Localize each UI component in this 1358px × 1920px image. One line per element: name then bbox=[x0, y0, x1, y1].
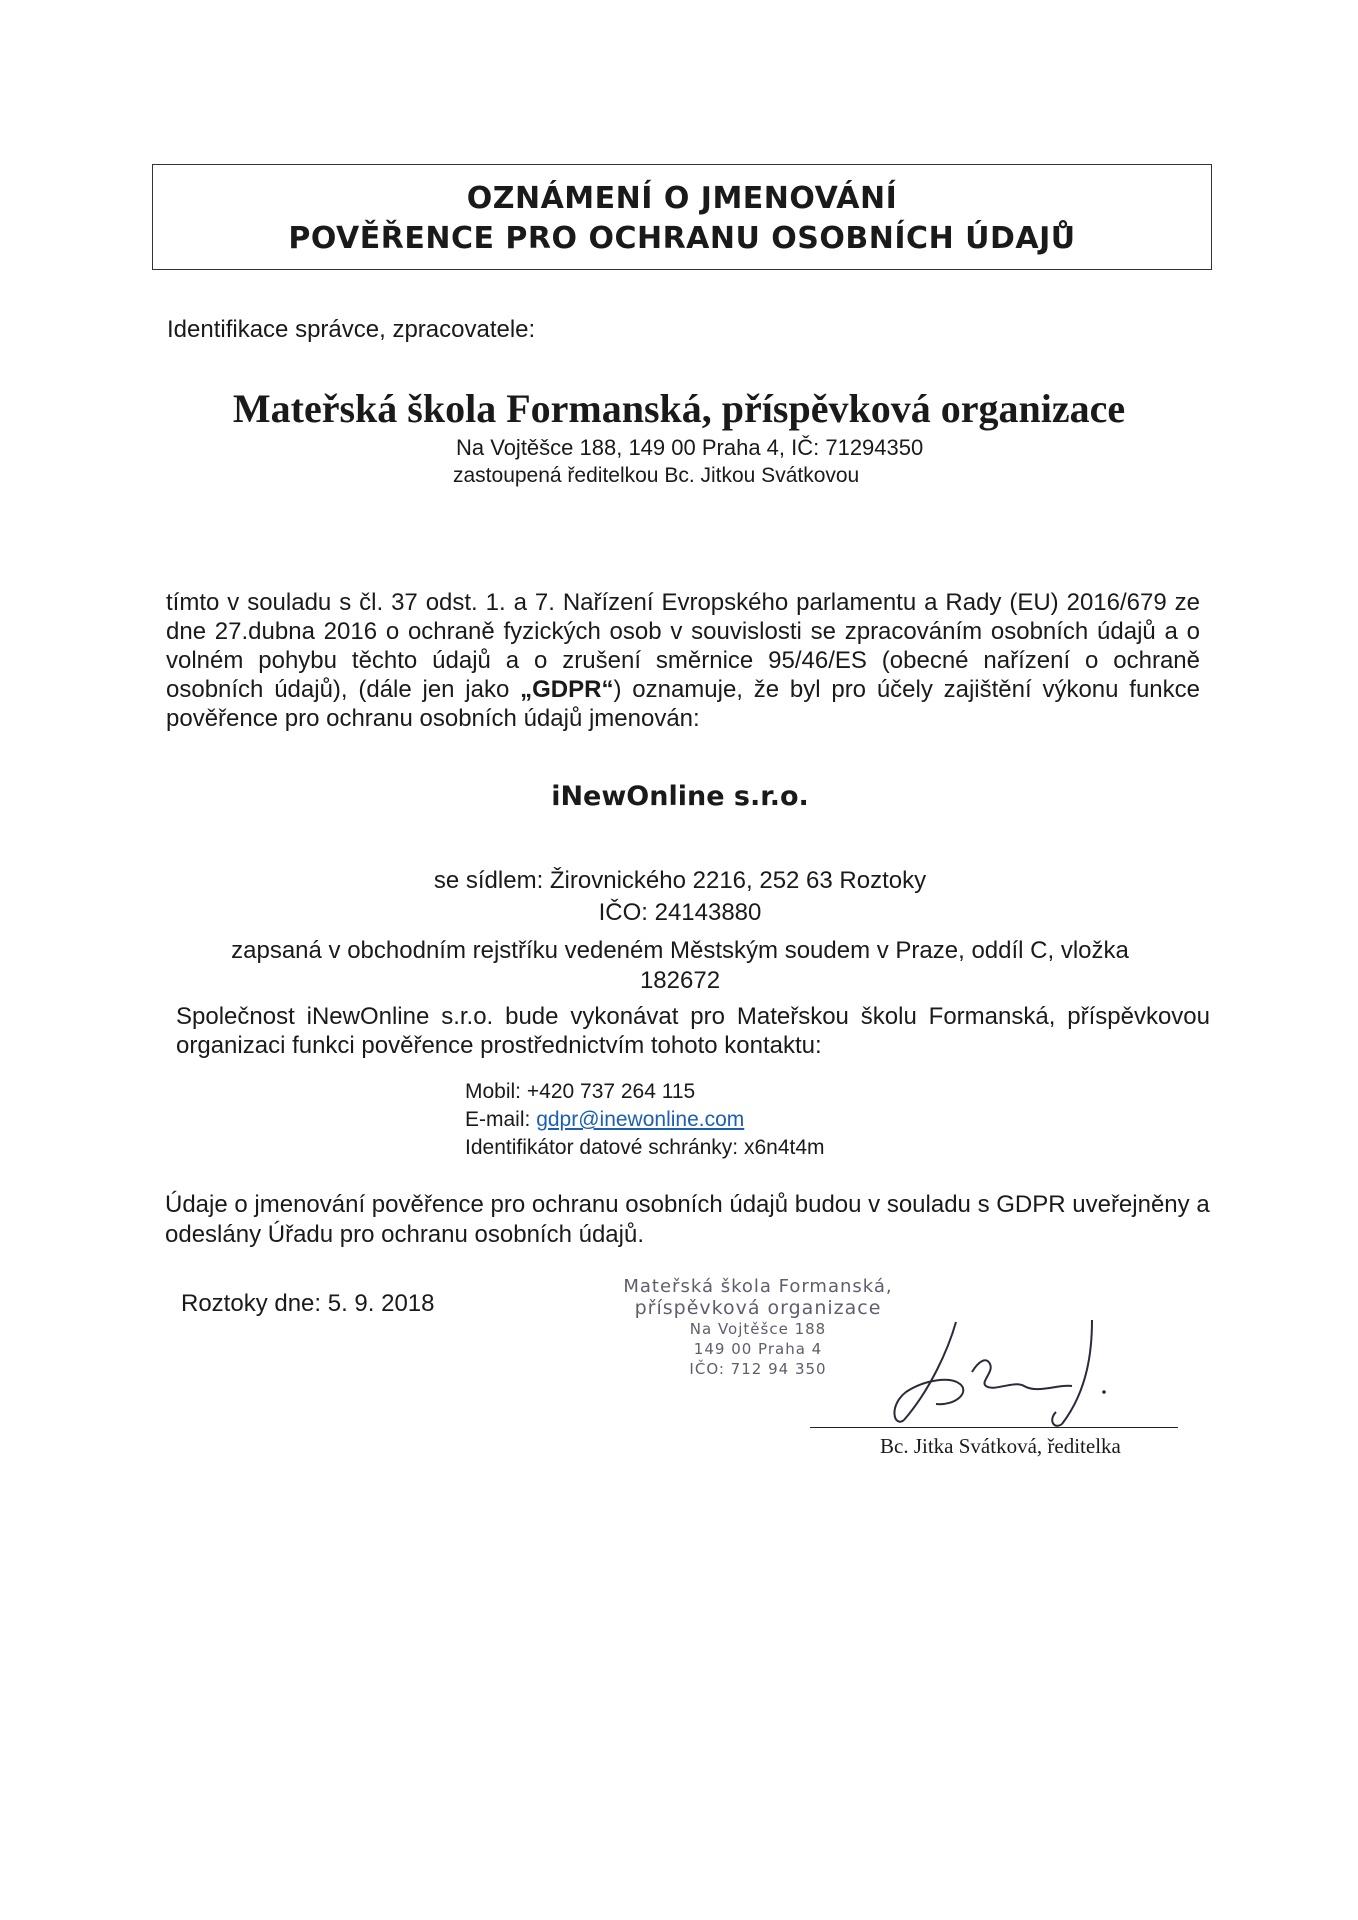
contact-block bbox=[465, 1078, 825, 1162]
databox-label: Identifikátor datové schránky: bbox=[465, 1136, 739, 1159]
title-line-2: POVĚŘENCE PRO OCHRANU OSOBNÍCH ÚDAJŮ bbox=[288, 221, 1076, 256]
dpo-ico: IČO: 24143880 bbox=[598, 899, 762, 926]
mobile-label: Mobil: bbox=[465, 1080, 522, 1103]
email-label: E-mail: bbox=[465, 1108, 531, 1131]
stamp-line-4: 149 00 Praha 4 bbox=[693, 1340, 823, 1358]
stamp-line-3: Na Vojtěšce 188 bbox=[689, 1320, 827, 1338]
signature-line bbox=[810, 1427, 1178, 1428]
paragraph-text-after: ) oznamuje, že byl pro účely zajištění výkonu funkce pověřence pro ochranu osobních údajů jmenován: bbox=[166, 676, 1200, 732]
title-box bbox=[152, 164, 1212, 270]
signer-name: Bc. Jitka Svátková, ředitelka bbox=[880, 1434, 1121, 1458]
controller-address: Na Vojtěšce 188, 149 00 Praha 4, IČ: 71294350 bbox=[456, 435, 924, 460]
dpo-register: zapsaná v obchodním rejstříku vedeném Městským soudem v Praze, oddíl C, vložka bbox=[231, 937, 1129, 964]
identification-label: Identifikace správce, zpracovatele: bbox=[167, 316, 536, 343]
contact-mobile bbox=[465, 1078, 825, 1106]
mobile-value: +420 737 264 115 bbox=[526, 1080, 696, 1103]
stamp-line-1: Mateřská škola Formanská, bbox=[623, 1276, 893, 1297]
title-line-1: OZNÁMENÍ O JMENOVÁNÍ bbox=[466, 181, 898, 216]
handwritten-signature bbox=[890, 1320, 1180, 1430]
company-statement: Společnost iNewOnline s.r.o. bude vykonávat pro Mateřskou školu Formanská, příspěvkovou organizaci funkci pověřence prostřednictvím tohoto kontaktu: bbox=[176, 1003, 1210, 1059]
school-stamp bbox=[598, 1276, 918, 1379]
legal-basis-paragraph bbox=[166, 588, 1200, 733]
controller-representative: zastoupená ředitelkou Bc. Jitkou Svátkovou bbox=[453, 464, 860, 487]
contact-email bbox=[465, 1106, 825, 1134]
databox-value: x6n4t4m bbox=[744, 1136, 825, 1159]
paragraph-text-before: tímto v souladu s čl. 37 odst. 1. a 7. Nařízení Evropského parlamentu a Rady (EU) 2016/679 ze dne 27.dubna 2016 o ochraně fyzických osob v souvislosti se zpracováním osobních údajů a o volném pohybu těchto údajů a o zrušení směrnice 95/46/ES (obecné nařízení o ochraně osobních údajů), (dále jen jako bbox=[166, 589, 1200, 703]
date-line: Roztoky dne: 5. 9. 2018 bbox=[181, 1290, 435, 1317]
dpo-register-number: 182672 bbox=[639, 967, 721, 994]
contact-databox bbox=[465, 1134, 825, 1162]
stamp-line-2: příspěvková organizace bbox=[634, 1297, 882, 1319]
stamp-line-5: IČO: 712 94 350 bbox=[689, 1360, 827, 1378]
email-link[interactable]: gdpr@inewonline.com bbox=[536, 1108, 745, 1131]
closing-paragraph: Údaje o jmenování pověřence pro ochranu osobních údajů budou v souladu s GDPR uveřejněny a odeslány Úřadu pro ochranu osobních údajů. bbox=[165, 1191, 1210, 1248]
controller-name: Mateřská škola Formanská, příspěvková organizace bbox=[232, 386, 1126, 431]
gdpr-term: „GDPR“ bbox=[520, 676, 614, 703]
dpo-name: iNewOnline s.r.o. bbox=[551, 781, 809, 812]
dpo-seat: se sídlem: Žirovnického 2216, 252 63 Roztoky bbox=[433, 867, 927, 894]
